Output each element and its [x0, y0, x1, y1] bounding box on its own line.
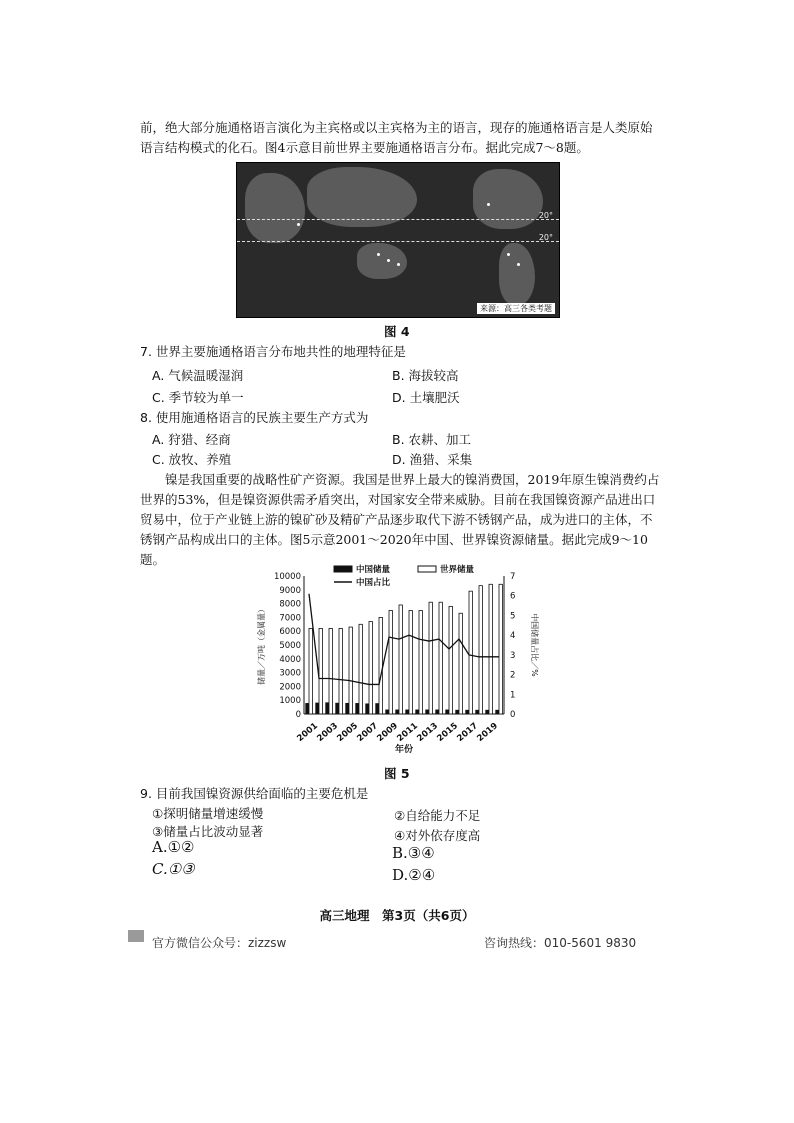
bar-world-reserve [459, 613, 462, 714]
bar-china-reserve [496, 710, 499, 714]
q8-option-d: D. 渔猎、采集 [392, 452, 473, 467]
q9-item-4: ④对外依存度高 [394, 828, 481, 843]
bar-china-reserve [456, 710, 459, 714]
bar-china-reserve [356, 703, 359, 714]
y2-tick-label: 2 [510, 670, 516, 681]
figure-4-caption: 图 4 [384, 324, 410, 339]
q9-option-c: C.①③ [152, 860, 195, 878]
y-tick-label: 6000 [279, 627, 301, 638]
bar-china-reserve [366, 704, 369, 714]
y-tick-label: 2000 [279, 682, 301, 693]
y2-tick-label: 3 [510, 650, 516, 661]
bar-world-reserve [309, 628, 312, 714]
y2-tick-label: 6 [510, 591, 516, 602]
bar-world-reserve [339, 628, 342, 714]
q9-option-b: B.③④ [392, 844, 435, 862]
legend-label-world: 世界储量 [440, 565, 475, 575]
legend-swatch-world [418, 566, 436, 572]
bar-china-reserve [406, 710, 409, 714]
language-distribution-map [236, 162, 560, 318]
x-tick-label: 2013 [415, 721, 440, 744]
banner-logo-icon [128, 930, 144, 942]
bar-world-reserve [319, 628, 322, 714]
passage-intro-language: 前，绝大部分施通格语言演化为主宾格或以主宾格为主的语言，现存的施通格语言是人类原始语言结构模式的化石。图4示意目前世界主要施通格语言分布。据此完成7～8题。 [140, 120, 653, 155]
q9-item-1: ①探明储量增速缓慢 [152, 806, 264, 821]
q7-option-b: B. 海拔较高 [392, 368, 459, 383]
bar-china-reserve [376, 704, 379, 714]
y2-tick-label: 5 [510, 611, 516, 622]
y2-tick-label: 4 [510, 631, 516, 642]
q7-option-d: D. 土壤肥沃 [392, 390, 460, 405]
nickel-reserve-chart [250, 562, 540, 762]
bar-china-reserve [476, 710, 479, 714]
q8-option-b: B. 农耕、加工 [392, 432, 472, 447]
page-footer: 高三地理 第3页（共6页） [319, 908, 475, 923]
language-dot [297, 223, 300, 226]
bar-china-reserve [306, 703, 309, 714]
tropic-line-south [237, 241, 559, 242]
passage-intro-nickel: 镍是我国重要的战略性矿产资源。我国是世界上最大的镍消费国，2019年原生镍消费约占世界的53%，但是镍资源供需矛盾突出，对国家安全带来威胁。目前在我国镍资源产品进出口贸易中，位于产业链上游的镍矿砂及精矿产品逐步取代下游不锈钢产品，成为进口的主体，不锈钢产品构成出口的主体。图5示意2001～2020年中国、世界镍资源储量。据此完成9～10题。 [140, 472, 660, 567]
q9-item-3: ③储量占比波动显著 [152, 824, 264, 839]
q8-option-c: C. 放牧、养殖 [152, 452, 232, 467]
map-land-south-america [499, 243, 535, 305]
cut-off-banner [128, 930, 648, 950]
language-dot [397, 263, 400, 266]
bar-china-reserve [416, 710, 419, 714]
language-dot [487, 203, 490, 206]
y2-tick-label: 1 [510, 690, 516, 701]
y2-axis-label: 中国储量占比／% [530, 613, 539, 677]
map-land-north-america [473, 169, 543, 229]
x-tick-label: 2019 [475, 721, 500, 744]
question-8-stem: 8. 使用施通格语言的民族主要生产方式为 [140, 410, 369, 425]
bar-world-reserve [329, 628, 332, 714]
y2-tick-label: 7 [510, 572, 516, 582]
y-tick-label: 3000 [279, 668, 301, 679]
q8-option-a: A. 狩猎、经商 [152, 432, 231, 447]
y-tick-label: 9000 [279, 585, 301, 596]
question-9-stem: 9. 目前我国镍资源供给面临的主要危机是 [140, 786, 369, 801]
bar-world-reserve [499, 584, 502, 714]
x-tick-label: 2011 [395, 721, 420, 744]
map-land-africa-europe [245, 173, 305, 243]
x-tick-label: 2003 [315, 721, 340, 744]
legend-swatch-china [334, 566, 352, 572]
figure-5-caption: 图 5 [384, 766, 410, 781]
bar-china-reserve [436, 710, 439, 714]
q9-item-2: ②自给能力不足 [394, 808, 481, 823]
bar-world-reserve [449, 606, 452, 714]
language-dot [377, 253, 380, 256]
x-axis-label: 年份 [394, 745, 414, 755]
bar-china-reserve [446, 710, 449, 714]
x-tick-label: 2007 [355, 721, 380, 744]
q7-option-a: A. 气候温暖湿润 [152, 368, 244, 383]
x-tick-label: 2017 [455, 721, 480, 744]
legend-label-share: 中国占比 [356, 578, 391, 588]
map-land-australia [357, 243, 407, 279]
y-tick-label: 1000 [279, 696, 301, 707]
banner-right-text: 咨询热线：010-5601 9830 [484, 936, 637, 950]
banner-left-text: 官方微信公众号：zizzsw [152, 936, 287, 950]
y-tick-label: 10000 [273, 572, 301, 582]
x-tick-label: 2015 [435, 721, 460, 744]
bar-china-reserve [346, 703, 349, 714]
x-tick-label: 2005 [335, 721, 360, 744]
bar-world-reserve [479, 586, 482, 714]
y-tick-label: 8000 [279, 599, 301, 610]
map-land-asia [307, 167, 417, 227]
legend-label-china: 中国储量 [356, 565, 391, 575]
map-source-label: 来源：高三各类考题 [477, 303, 555, 314]
q9-option-a: A.①② [152, 838, 195, 856]
q9-option-d: D.②④ [392, 866, 436, 884]
bar-world-reserve [369, 622, 372, 714]
language-dot [507, 253, 510, 256]
bar-world-reserve [399, 605, 402, 714]
bar-world-reserve [389, 611, 392, 715]
q7-option-c: C. 季节较为单一 [152, 390, 244, 405]
x-tick-label: 2001 [295, 721, 320, 744]
bar-world-reserve [379, 617, 382, 714]
bar-china-reserve [396, 710, 399, 714]
bar-china-reserve [316, 703, 319, 714]
y-tick-label: 7000 [279, 613, 301, 624]
x-tick-label: 2009 [375, 721, 400, 744]
bar-world-reserve [469, 591, 472, 714]
bar-world-reserve [489, 584, 492, 714]
bar-china-reserve [466, 710, 469, 714]
bar-world-reserve [429, 602, 432, 714]
bar-world-reserve [359, 624, 362, 714]
bar-world-reserve [349, 627, 352, 714]
y2-tick-label: 0 [510, 710, 516, 720]
y-tick-label: 4000 [279, 654, 301, 665]
bar-world-reserve [419, 611, 422, 715]
language-dot [387, 259, 390, 262]
bar-world-reserve [439, 602, 442, 714]
bar-china-reserve [486, 710, 489, 714]
bar-china-reserve [336, 703, 339, 714]
language-dot [517, 263, 520, 266]
bar-world-reserve [409, 611, 412, 715]
lat-label-top: 20° [538, 211, 553, 220]
question-7-stem: 7. 世界主要施通格语言分布地共性的地理特征是 [140, 344, 406, 359]
lat-label-bottom: 20° [538, 233, 553, 242]
bar-china-reserve [386, 710, 389, 714]
tropic-line-north [237, 219, 559, 220]
y-tick-label: 5000 [279, 641, 301, 651]
y-tick-label: 0 [295, 710, 301, 720]
bar-china-reserve [326, 703, 329, 714]
y-axis-label: 储量／万吨（金属量） [257, 605, 266, 685]
bar-china-reserve [426, 710, 429, 714]
